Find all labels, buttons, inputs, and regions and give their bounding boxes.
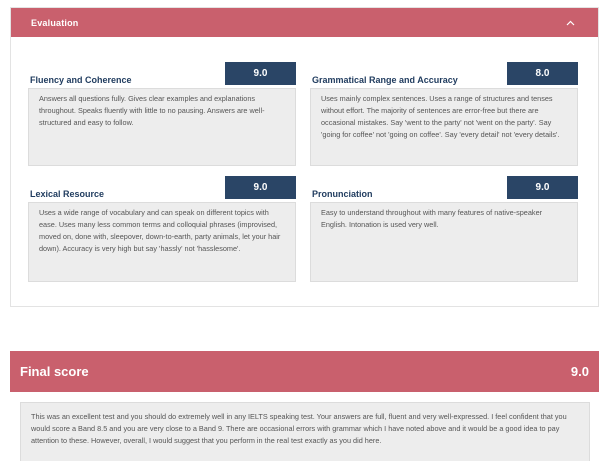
final-score-title: Final score: [20, 364, 89, 379]
criterion-title: Grammatical Range and Accuracy: [312, 75, 458, 85]
evaluation-title: Evaluation: [31, 17, 79, 28]
criterion-fluency: [28, 62, 296, 166]
final-score-header: [10, 351, 599, 392]
criterion-lexical: [28, 176, 296, 282]
chevron-up-icon[interactable]: [564, 17, 576, 29]
criterion-comment: Uses a wide range of vocabulary and can speak on different topics with ease. Uses many less common terms and colloquial phrases (improvised, moved on, done with, sleepover, down-to-earth, party animals, let your hair down). Accuracy is very high but say 'hassly' not 'hasslesome'.: [28, 202, 296, 282]
criterion-score: 8.0: [507, 62, 578, 85]
final-score-value: 9.0: [570, 364, 589, 379]
criterion-title: Lexical Resource: [30, 189, 105, 199]
criterion-score: 9.0: [225, 62, 296, 85]
criterion-title: Pronunciation: [312, 189, 373, 199]
criterion-grammar: [310, 62, 578, 166]
criterion-score: 9.0: [225, 176, 296, 199]
final-score-comment: This was an excellent test and you should do extremely well in any IELTS speaking test. Your answers are full, fluent and very well-expressed. I feel confident that you would score a Band 8.5 and you are very close to a Band 9. There are occasional errors with grammar which I have noted above and it would be a good idea to pay attention to these. However, overall, I would suggest that you perform in the real test exactly as you did here.: [20, 402, 590, 461]
evaluation-header[interactable]: [11, 8, 598, 37]
criterion-score: 9.0: [507, 176, 578, 199]
criterion-comment: Easy to understand throughout with many features of native-speaker English. Intonation is used very well.: [310, 202, 578, 282]
criterion-comment: Uses mainly complex sentences. Uses a range of structures and tenses without effort. The majority of sentences are error-free but there are occasional mistakes. Say 'went to the party' not 'went on the party'. Say 'going for coffee' not 'going on coffee'. Say 'every detail' not 'every details'.: [310, 88, 578, 166]
criterion-title: Fluency and Coherence: [30, 75, 132, 85]
criterion-pronunciation: [310, 176, 578, 282]
criterion-comment: Answers all questions fully. Gives clear examples and explanations throughout. Speaks fluently with little to no pausing. Answers are well-structured and easy to follow.: [28, 88, 296, 166]
